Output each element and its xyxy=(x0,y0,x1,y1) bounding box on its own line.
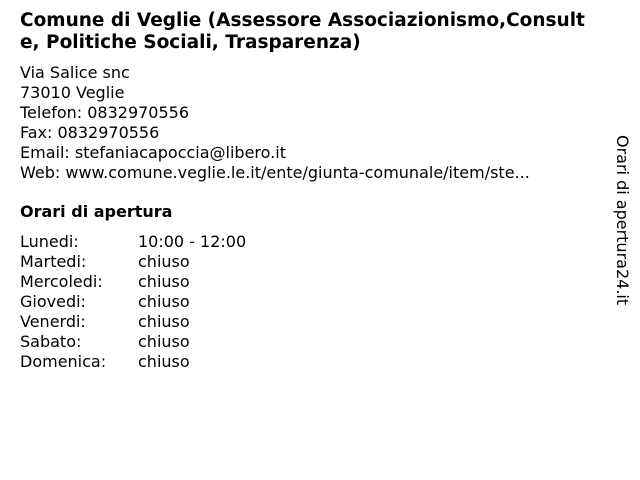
hours-row xyxy=(20,252,246,272)
fax-line: Fax: 0832970556 xyxy=(20,123,160,142)
address-city: 73010 Veglie xyxy=(20,83,125,102)
hours-day: Giovedi: xyxy=(20,292,86,311)
hours-row xyxy=(20,332,246,352)
hours-day: Sabato: xyxy=(20,332,82,351)
site-watermark: Orari di apertura24.it xyxy=(613,135,632,306)
hours-day: Lunedi: xyxy=(20,232,79,251)
address-street: Via Salice snc xyxy=(20,63,130,82)
hours-row xyxy=(20,232,246,252)
hours-time: chiuso xyxy=(138,332,190,351)
hours-time: 10:00 - 12:00 xyxy=(138,232,247,251)
hours-day: Domenica: xyxy=(20,352,107,371)
hours-time: chiuso xyxy=(138,272,190,291)
business-card xyxy=(20,10,590,372)
business-title: Comune di Veglie (Assessore Associazionismo,Consulte, Politiche Sociali, Trasparenza) xyxy=(20,10,585,53)
hours-time: chiuso xyxy=(138,352,190,371)
hours-row xyxy=(20,312,246,332)
hours-time: chiuso xyxy=(138,312,190,331)
hours-time: chiuso xyxy=(138,252,190,271)
hours-day: Venerdi: xyxy=(20,312,86,331)
hours-day: Martedi: xyxy=(20,252,87,271)
hours-title: Orari di apertura xyxy=(20,202,173,221)
hours-row xyxy=(20,352,246,372)
web-line: Web: www.comune.veglie.le.it/ente/giunta-comunale/item/ste... xyxy=(20,163,530,182)
hours-table xyxy=(20,232,246,372)
hours-row xyxy=(20,272,246,292)
contact-block xyxy=(20,63,590,183)
phone-line: Telefon: 0832970556 xyxy=(20,103,190,122)
hours-row xyxy=(20,292,246,312)
hours-time: chiuso xyxy=(138,292,190,311)
hours-day: Mercoledi: xyxy=(20,272,103,291)
email-line: Email: stefaniacapoccia@libero.it xyxy=(20,143,286,162)
